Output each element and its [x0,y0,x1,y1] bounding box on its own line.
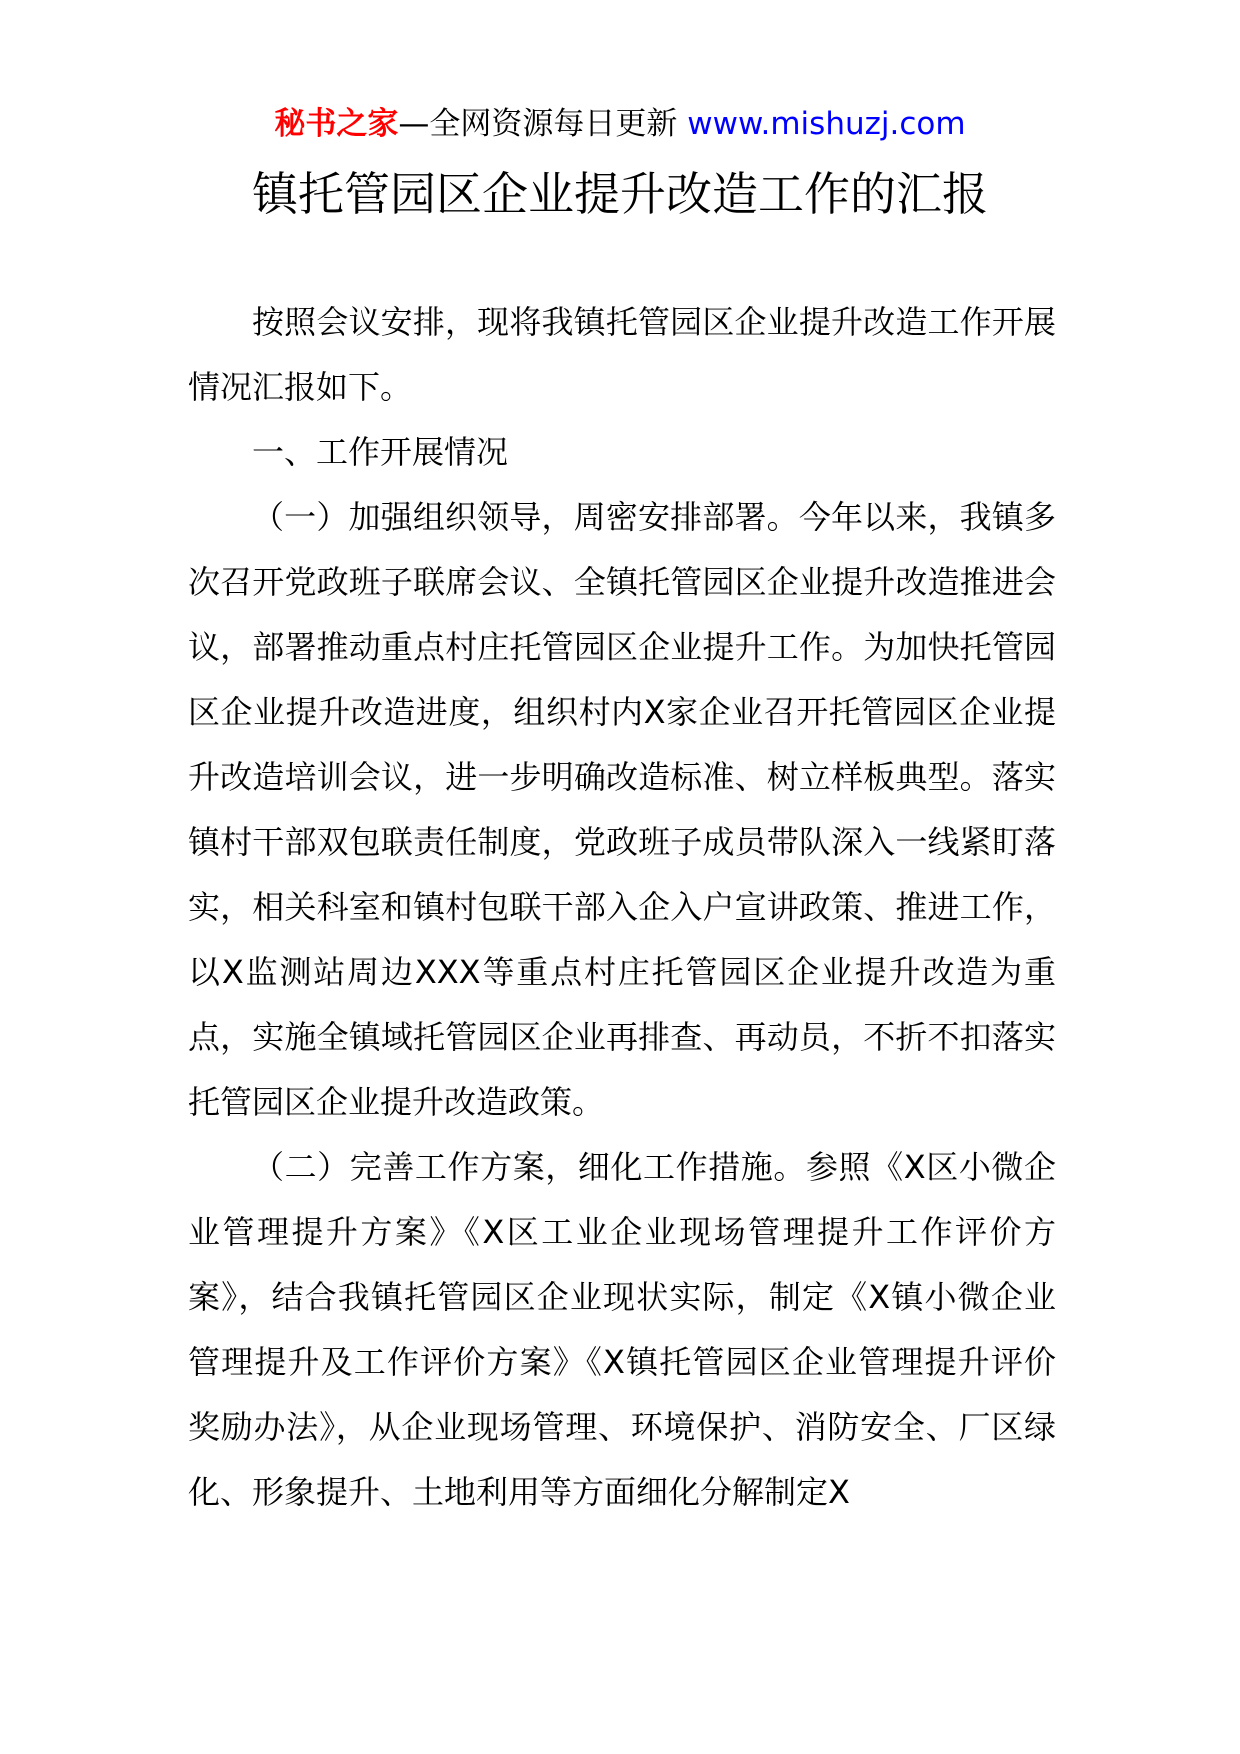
body-paragraph: （二）完善工作方案，细化工作措施。参照《X区小微企业管理提升方案》《X区工业企业现场管理提升工作评价方案》，结合我镇托管园区企业现状实际，制定《X镇小微企业管理提升及工作评价方案》《X镇托管园区企业管理提升评价奖励办法》，从企业现场管理、环境保护、消防安全、厂区绿化、形象提升、土地利用等方面细化分解制定X [188,1148,1056,1511]
brand-name: 秘书之家 [274,106,399,142]
body-paragraph: （一）加强组织领导，周密安排部署。今年以来，我镇多次召开党政班子联席会议、全镇托管园区企业提升改造推进会议，部署推动重点村庄托管园区企业提升工作。为加快托管园区企业提升改造进度，组织村内X家企业召开托管园区企业提升改造培训会议，进一步明确改造标准、树立样板典型。落实镇村干部双包联责任制度，党政班子成员带队深入一线紧盯落实，相关科室和镇村包联干部入企入户宣讲政策、推进工作，以X监测站周边XXX等重点村庄托管园区企业提升改造为重点，实施全镇域托管园区企业再排查、再动员，不折不扣落实托管园区企业提升改造政策。 [188,498,1056,1121]
section-heading: 一、工作开展情况 [252,433,509,471]
site-url-link[interactable]: www.mishuzj.com [687,106,966,142]
document-body [188,290,1056,1525]
site-banner [0,102,1240,146]
document-title: 镇托管园区企业提升改造工作的汇报 [252,167,988,221]
intro-paragraph: 按照会议安排，现将我镇托管园区企业提升改造工作开展情况汇报如下。 [188,303,1056,406]
site-slogan: —全网资源每日更新 [398,106,688,142]
